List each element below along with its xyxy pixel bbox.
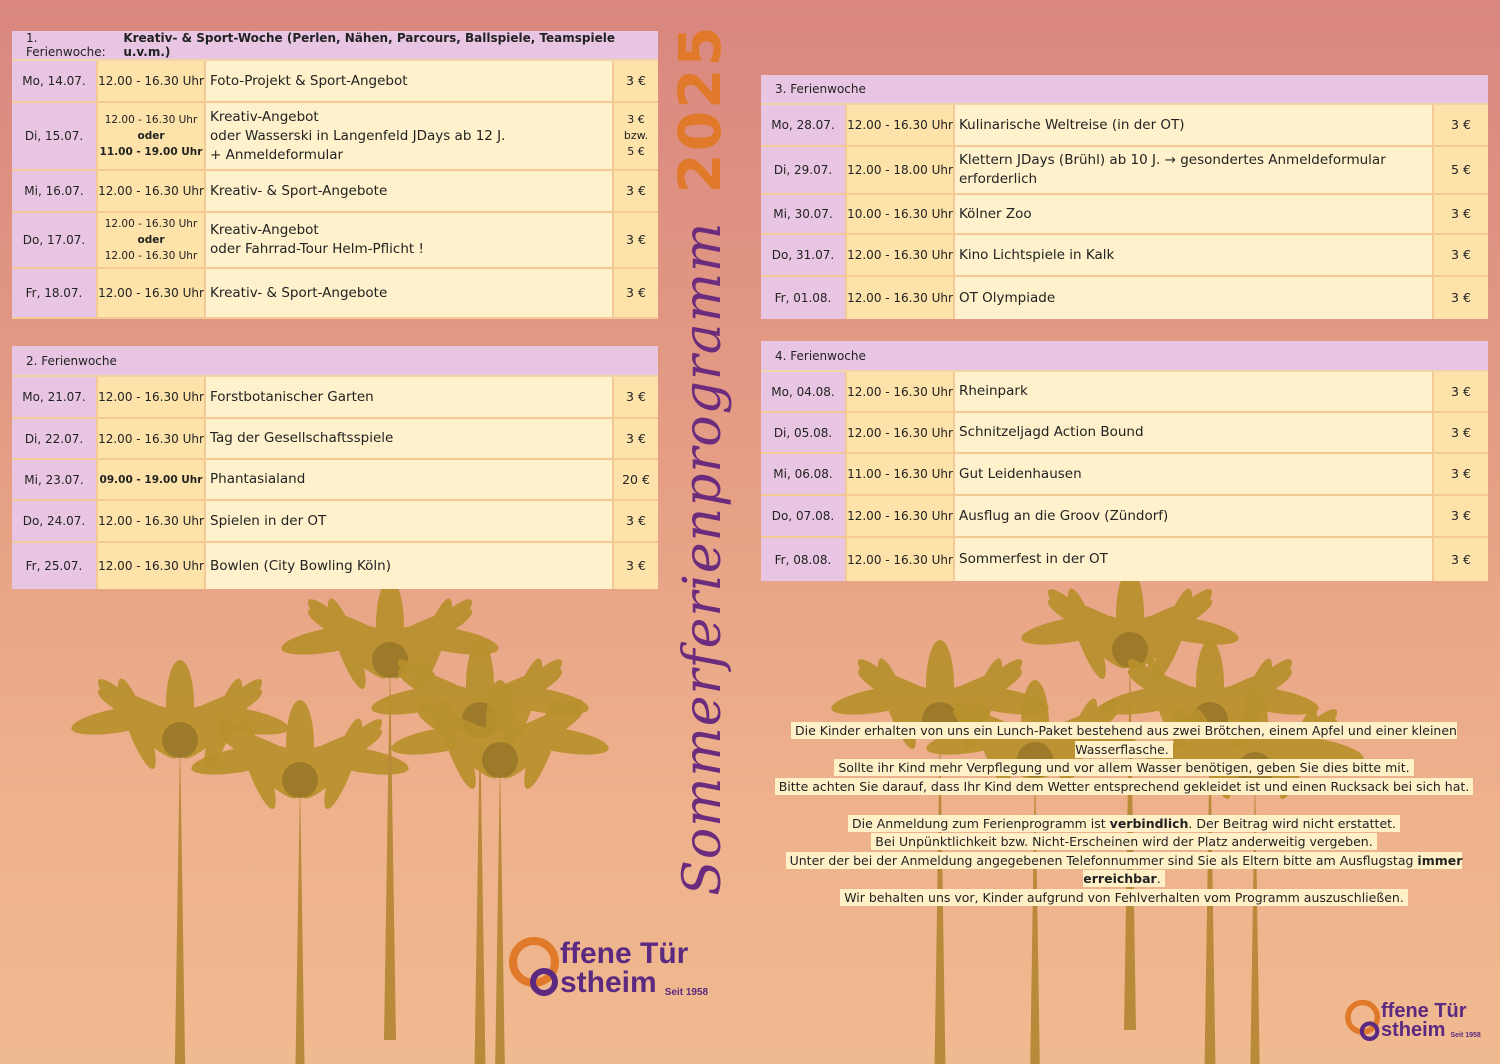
logo-text: ffene Tür stheim Seit 1958 [560,937,709,999]
week-label: 1. Ferienwoche: [26,31,106,59]
activity-cell: Forstbotanischer Garten [206,377,614,417]
day-cell: Fr, 08.08. [761,538,847,581]
day-cell: Mi, 30.07. [761,195,847,233]
time-cell: 12.00 - 16.30 Uhr [98,501,206,541]
week-label: 4. Ferienwoche [775,348,866,363]
day-cell: Mo, 14.07. [12,61,98,101]
table-row [761,372,1488,413]
table-row [761,147,1488,195]
price-cell: 3 € [614,213,658,267]
day-cell: Di, 29.07. [761,147,847,193]
time-cell: 12.00 - 16.30 Uhr [98,269,206,317]
time-cell: 09.00 - 19.00 Uhr [98,460,206,499]
day-cell: Mo, 04.08. [761,372,847,411]
activity-cell: Kölner Zoo [955,195,1434,233]
price-cell: 3 € [614,419,658,458]
price-cell: 3 € [614,543,658,589]
logo-text: ffene Tür stheim Seit 1958 [1381,1000,1481,1041]
day-cell: Di, 22.07. [12,419,98,458]
time-cell: 11.00 - 16.30 Uhr [847,454,955,494]
logo-large [508,936,708,997]
activity-cell: Schnitzeljagd Action Bound [955,413,1434,452]
time-cell: 12.00 - 16.30 Uhr [847,105,955,145]
time-cell: 12.00 - 18.00 Uhr [847,147,955,193]
activity-cell: Kreativ-Angebot oder Fahrrad-Tour Helm-Pflicht ! [206,213,614,267]
activity-cell: Kulinarische Weltreise (in der OT) [955,105,1434,145]
table-row [761,277,1488,319]
price-cell: 3 € [614,501,658,541]
activity-cell: OT Olympiade [955,277,1434,319]
day-cell: Mo, 21.07. [12,377,98,417]
day-cell: Mi, 06.08. [761,454,847,494]
price-cell: 3 € [614,377,658,417]
note-line: Bei Unpünktlichkeit bzw. Nicht-Erscheinen wird der Platz anderweitig vergeben. [871,833,1376,850]
activity-cell: Sommerfest in der OT [955,538,1434,581]
activity-cell: Phantasialand [206,460,614,499]
table-row [761,105,1488,147]
time-cell: 12.00 - 16.30 Uhr [98,543,206,589]
price-cell: 3 € bzw. 5 € [614,103,658,169]
price-cell: 3 € [1434,413,1488,452]
time-cell: 12.00 - 16.30 Uhr oder 11.00 - 19.00 Uhr [98,103,206,169]
week-label: 3. Ferienwoche [775,82,866,96]
price-cell: 3 € [614,61,658,101]
day-cell: Mi, 16.07. [12,171,98,211]
table-row [761,413,1488,454]
activity-cell: Spielen in der OT [206,501,614,541]
note-line: Die Kinder erhalten von uns ein Lunch-Paket bestehend aus zwei Brötchen, einem Apfel und einer kleinen Wasserflasche. [791,722,1457,758]
table-row [12,377,658,419]
price-cell: 3 € [1434,235,1488,275]
note-line: Bitte achten Sie darauf, dass Ihr Kind dem Wetter entsprechend gekleidet ist und einen Rucksack bei sich hat. [775,778,1474,795]
activity-cell: Kino Lichtspiele in Kalk [955,235,1434,275]
table-row [761,496,1488,538]
week-header [12,31,658,61]
table-row [761,454,1488,496]
week-header [12,346,658,377]
logo-rings-icon [508,936,564,996]
price-cell: 3 € [1434,538,1488,581]
time-cell: 12.00 - 16.30 Uhr [847,496,955,536]
table-row [761,235,1488,277]
activity-cell: Kreativ- & Sport-Angebote [206,171,614,211]
price-cell: 3 € [614,269,658,317]
table-row [12,61,658,103]
day-cell: Do, 17.07. [12,213,98,267]
table-row [12,419,658,460]
day-cell: Mo, 28.07. [761,105,847,145]
time-cell: 12.00 - 16.30 Uhr [98,171,206,211]
day-cell: Fr, 25.07. [12,543,98,589]
week-2-table [12,346,658,589]
price-cell: 3 € [1434,496,1488,536]
activity-cell: Foto-Projekt & Sport-Angebot [206,61,614,101]
week-theme: Kreativ- & Sport-Woche (Perlen, Nähen, Parcours, Ballspiele, Teamspiele u.v.m.) [123,31,616,59]
info-notes [752,722,1496,907]
price-cell: 3 € [1434,105,1488,145]
day-cell: Di, 05.08. [761,413,847,452]
activity-cell: Ausflug an die Groov (Zündorf) [955,496,1434,536]
week-4-table [761,341,1488,581]
day-cell: Di, 15.07. [12,103,98,169]
activity-cell: Tag der Gesellschaftsspiele [206,419,614,458]
note-line: Sollte ihr Kind mehr Verpflegung und vor allem Wasser benötigen, geben Sie dies bitte mit. [834,759,1413,776]
week-header [761,341,1488,372]
day-cell: Do, 07.08. [761,496,847,536]
time-cell: 12.00 - 16.30 Uhr [847,372,955,411]
time-cell: 12.00 - 16.30 Uhr [847,413,955,452]
activity-cell: Rheinpark [955,372,1434,411]
price-cell: 5 € [1434,147,1488,193]
table-row [12,213,658,269]
activity-cell: Klettern JDays (Brühl) ab 10 J. → gesondertes Anmeldeformular erforderlich [955,147,1434,193]
day-cell: Do, 24.07. [12,501,98,541]
note-line: Wir behalten uns vor, Kinder aufgrund von Fehlverhalten vom Programm auszuschließen. [840,889,1408,906]
table-row [761,195,1488,235]
time-cell: 12.00 - 16.30 Uhr [847,277,955,319]
day-cell: Fr, 18.07. [12,269,98,317]
table-row [761,538,1488,581]
price-cell: 20 € [614,460,658,499]
time-cell: 12.00 - 16.30 Uhr [98,61,206,101]
logo-small [1344,999,1481,1041]
table-row [12,501,658,543]
day-cell: Fr, 01.08. [761,277,847,319]
activity-cell: Gut Leidenhausen [955,454,1434,494]
title-script: Sommerferienprogramm [673,221,733,896]
time-cell: 12.00 - 16.30 Uhr oder 12.00 - 16.30 Uhr [98,213,206,267]
week-1-table [12,31,658,320]
day-cell: Mi, 23.07. [12,460,98,499]
time-cell: 12.00 - 16.30 Uhr [98,377,206,417]
week-3-table [761,75,1488,319]
logo-rings-icon [1344,999,1384,1041]
activity-cell: Kreativ- & Sport-Angebote [206,269,614,317]
table-row [12,171,658,213]
note-line: Unter der bei der Anmeldung angegebenen Telefonnummer sind Sie als Eltern bitte am Ausflugstag immer erreichbar. [786,852,1463,888]
price-cell: 3 € [1434,372,1488,411]
time-cell: 10.00 - 16.30 Uhr [847,195,955,233]
activity-cell: Bowlen (City Bowling Köln) [206,543,614,589]
week-header [761,75,1488,105]
price-cell: 3 € [1434,195,1488,233]
note-line: Die Anmeldung zum Ferienprogramm ist verbindlich. Der Beitrag wird nicht erstattet. [848,815,1400,832]
activity-cell: Kreativ-Angebot oder Wasserski in Langenfeld JDays ab 12 J. + Anmeldeformular [206,103,614,169]
day-cell: Do, 31.07. [761,235,847,275]
table-row [12,543,658,589]
table-row [12,103,658,171]
price-cell: 3 € [1434,454,1488,494]
time-cell: 12.00 - 16.30 Uhr [847,235,955,275]
price-cell: 3 € [1434,277,1488,319]
table-row [12,460,658,501]
price-cell: 3 € [614,171,658,211]
table-row [12,269,658,319]
time-cell: 12.00 - 16.30 Uhr [98,419,206,458]
time-cell: 12.00 - 16.30 Uhr [847,538,955,581]
title-year: 2025 [666,24,734,194]
week-label: 2. Ferienwoche [26,353,117,368]
